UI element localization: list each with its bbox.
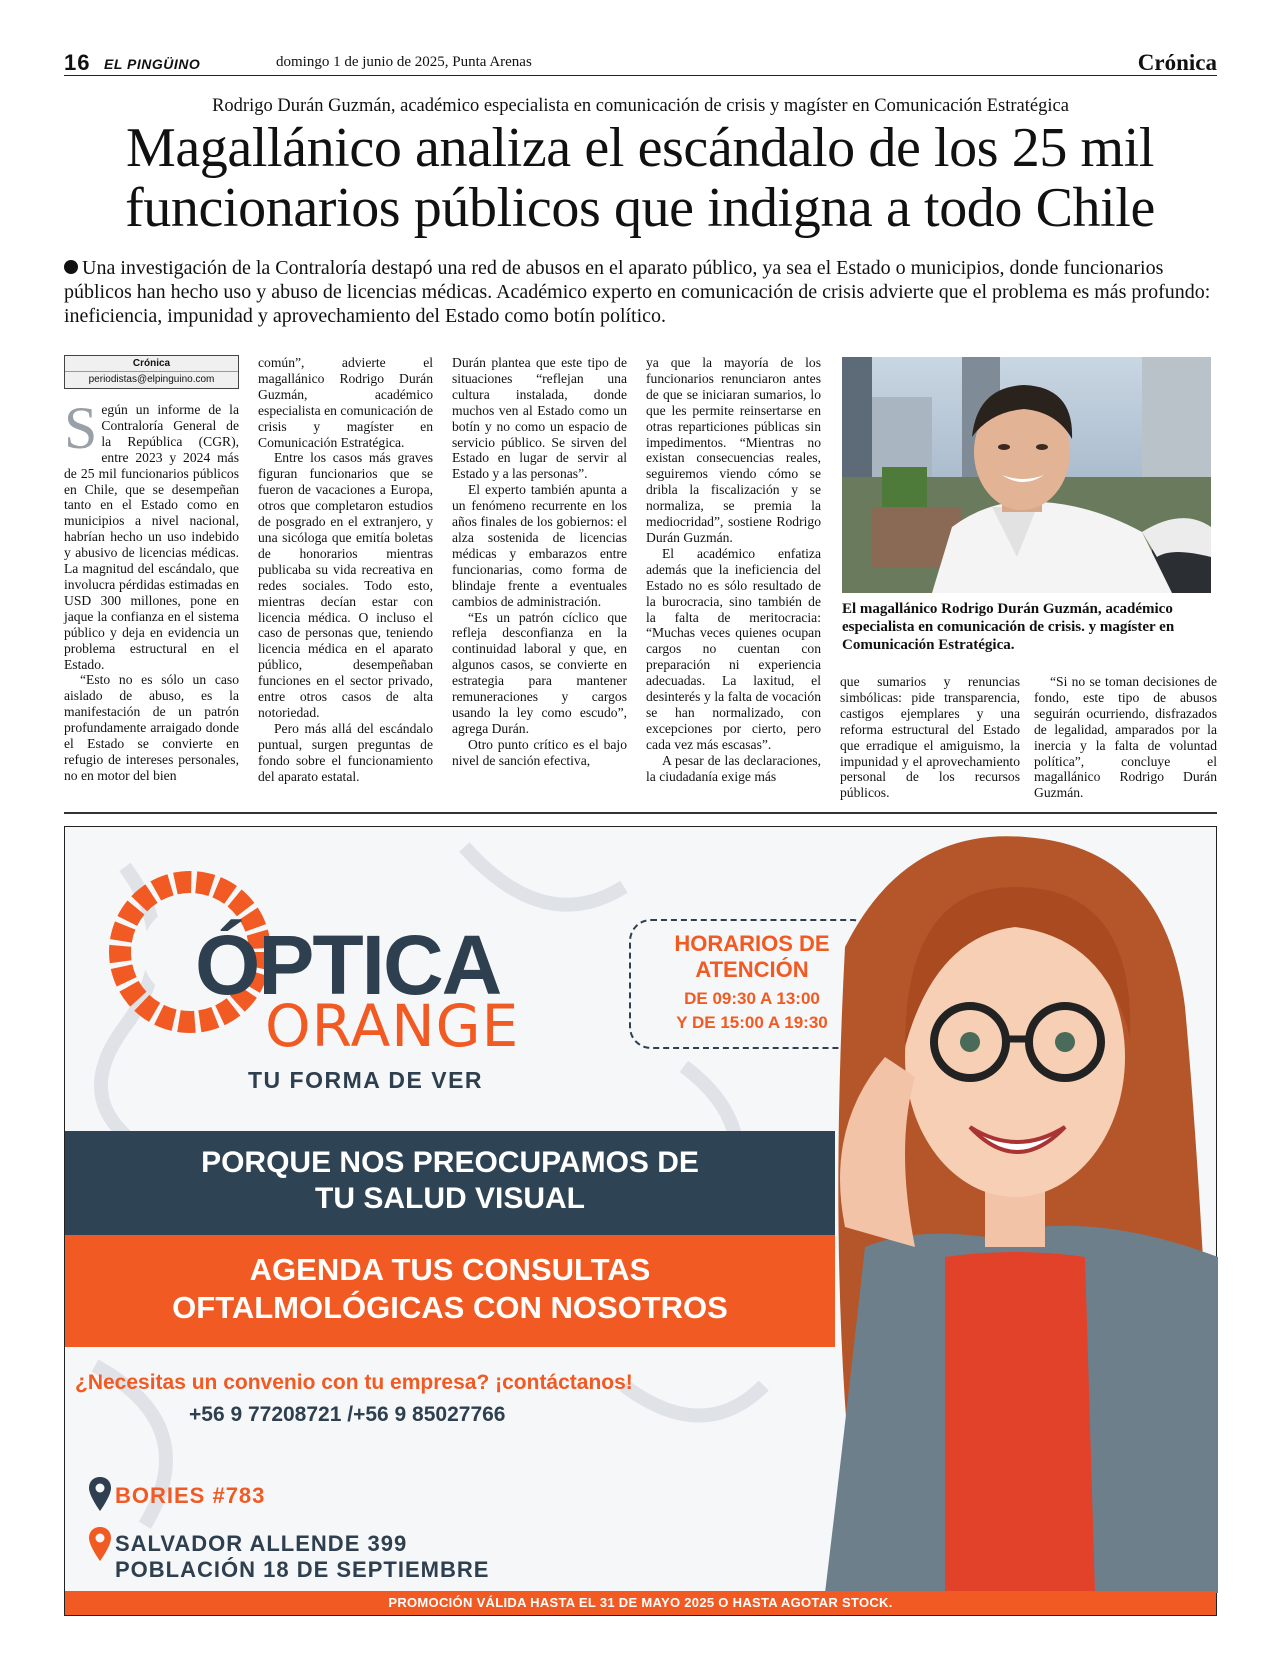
model-illustration xyxy=(785,827,1218,1593)
lead-text: Una investigación de la Contraloría destapó una red de abusos en el aparato público, ya sea el Estado o municipios, donde funcionarios públicos han hecho uso y abuso de licencias médicas. Académico experto en comunicación de crisis advierte que el problema es más profundo: ineficiencia, impunidad y aprovechamiento del Estado como botín político. xyxy=(64,257,1211,327)
paragraph: Pero más allá del escándalo puntual, surgen preguntas de fondo sobre el funcionamiento del aparato estatal. xyxy=(258,720,433,784)
location-1-text: BORIES #783 xyxy=(115,1483,266,1508)
paragraph: que sumarios y renuncias simbólicas: pide transparencia, castigos ejemplares y una reforma estructural del Estado que erradique el amiguismo, la impunidad y el aprovechamiento personal de los recursos públicos. xyxy=(840,674,1020,801)
banner-salud-visual: PORQUE NOS PREOCUPAMOS DE TU SALUD VISUAL xyxy=(65,1131,835,1235)
paragraph: El académico enfatiza además que la ineficiencia del Estado no es sólo resultado de la burocracia, sino también de la falta de meritocracia: “Muchas veces quienes ocupan cargos no cuentan con preparación ni experiencia adecuadas. La laxitud, el desinterés y la falta de vocación se han normalizado, con excepciones por cierto, pero cada vez más escasas”. xyxy=(646,545,821,752)
hours-title: HORARIOS DE ATENCIÓN xyxy=(674,931,830,982)
paragraph: común”, advierte el magallánico Rodrigo Durán Guzmán, académico especialista en comunicación de crisis y magíster en Comunicación Estratégica. xyxy=(258,355,433,450)
convenio-text: ¿Necesitas un convenio con tu empresa? ¡contáctanos! xyxy=(75,1371,633,1394)
newspaper-logo: EL PINGÜINO xyxy=(104,56,201,72)
article-column-1 xyxy=(64,395,239,784)
brand-name: ÓPTICA xyxy=(195,918,501,1012)
photo-caption: El magallánico Rodrigo Durán Guzmán, académico especialista en comunicación de crisis. y magíster en Comunicación Estratégica. xyxy=(842,601,1175,653)
article-kicker: Rodrigo Durán Guzmán, académico especialista en comunicación de crisis y magíster en Comunicación Estratégica xyxy=(212,96,1069,116)
map-pin-icon xyxy=(89,1527,111,1561)
page-number: 16 xyxy=(64,50,91,75)
article-column-3 xyxy=(452,355,627,769)
portrait-illustration xyxy=(842,357,1211,593)
paragraph: “Es un patrón cíclico que refleja desconfianza en la continuidad laboral y que, en algunos casos, se convierte en estrategia para mantener remuneraciones y cargos usando la ley como escudo”, agrega Durán. xyxy=(452,609,627,736)
advertisement[interactable] xyxy=(64,826,1217,1616)
paragraph: Durán plantea que este tipo de situaciones “reflejan una cultura instalada, donde muchos ven al Estado como un botín y no como un espacio de servicio público. Se sirven del Estado en lugar de servir al Estado y a las personas”. xyxy=(452,355,627,482)
divider xyxy=(64,812,1217,814)
article-column-2 xyxy=(258,355,433,784)
page-header xyxy=(64,50,1217,76)
article-column-5 xyxy=(840,674,1020,801)
article-lead xyxy=(64,256,1217,328)
paragraph: Entre los casos más graves figuran funcionarios que se fueron de vacaciones a Europa, otros que completaron estudios de posgrado en el extranjero, y una sicóloga que emitía boletas de honorarios mientras publicaba su vida recreativa en redes sociales. Todo esto, mientras decían estar con licencia médica. O incluso el caso de personas que, teniendo licencia médica en el aparato público, desempeñaban funciones en el sector privado, entre otros casos de alta notoriedad. xyxy=(258,450,433,720)
promo-footer: PROMOCIÓN VÁLIDA HASTA EL 31 DE MAYO 2025 O HASTA AGOTAR STOCK. xyxy=(65,1591,1216,1615)
byline-section: Crónica xyxy=(65,356,238,372)
photo-credit: CEDIDA xyxy=(837,554,844,581)
article-headline xyxy=(50,118,1230,238)
headline-line-2: funcionarios públicos que indigna a todo Chile xyxy=(125,177,1155,239)
paragraph: ya que la mayoría de los funcionarios renunciaron antes de que se iniciaran sumarios, lo que les permite reinsertarse en otras reparticiones públicas sin impedimentos. “Mientras no existan consecuencias reales, seguiremos viendo cómo se dribla la fiscalización y se normaliza, se premia la mediocridad”, sostiene Rodrigo Durán Guzmán. xyxy=(646,355,821,545)
article-column-4 xyxy=(646,355,821,784)
banner-agenda[interactable]: AGENDA TUS CONSULTAS OFTALMOLÓGICAS CON NOSOTROS xyxy=(65,1235,835,1347)
map-pin-icon xyxy=(89,1477,111,1511)
byline-box xyxy=(64,355,239,389)
headline-line-1: Magallánico analiza el escándalo de los 25 mil xyxy=(125,117,1155,179)
hours-times: DE 09:30 A 13:00 Y DE 15:00 A 19:30 xyxy=(676,989,828,1032)
paragraph: “Si no se toman decisiones de fondo, este tipo de abusos seguirán ocurriendo, disfrazados de legalidad, amparados por la inercia y la falta de voluntad política”, concluye el magallánico Rodrigo Durán Guzmán. xyxy=(1034,674,1217,801)
dropcap: S xyxy=(64,395,98,461)
brand-tagline: TU FORMA DE VER xyxy=(248,1067,484,1093)
paragraph: A pesar de las declaraciones, la ciudadanía exige más xyxy=(646,752,821,784)
bullet-icon xyxy=(64,260,78,274)
location-2-text: SALVADOR ALLENDE 399 POBLACIÓN 18 DE SEPTIEMBRE xyxy=(115,1531,490,1582)
paragraph: Según un informe de la Contraloría General de la República (CGR), entre 2023 y 2024 más de 25 mil funcionarios públicos en Chile, que se desempeñan tanto en el Estado como en municipios a nivel nacional, habrían hecho un uso indebido y abusivo de licencias médicas. La magnitud del escándalo, que involucra pérdidas estimadas en USD 300 millones, pone en jaque la confianza en el sistema público y deja en evidencia un problema estructural en el Estado. xyxy=(64,395,239,672)
date-line: domingo 1 de junio de 2025, Punta Arenas xyxy=(276,54,532,70)
section-title: Crónica xyxy=(1137,50,1217,75)
article-column-6 xyxy=(1034,674,1217,801)
phone-numbers[interactable]: +56 9 77208721 /+56 9 85027766 xyxy=(189,1403,506,1426)
paragraph: Otro punto crítico es el bajo nivel de sanción efectiva, xyxy=(452,736,627,768)
location-bories xyxy=(89,1477,266,1516)
paragraph: El experto también apunta a un fenómeno recurrente en los años finales de los gobiernos: el alza sostenida de licencias médicas y embarazos entre funcionarias, como forma de blindaje frente a eventuales cambios de administración. xyxy=(452,482,627,609)
paragraph: “Esto no es sólo un caso aislado de abuso, es la manifestación de un patrón profundamente arraigado donde el Estado se convierte en refugio de intereses personales, no en motor del bien xyxy=(64,672,239,783)
brand-subname: ORANGE xyxy=(265,992,520,1060)
portrait-photo xyxy=(837,357,1211,593)
byline-email[interactable]: periodistas@elpinguino.com xyxy=(88,374,215,385)
location-allende xyxy=(89,1527,490,1582)
